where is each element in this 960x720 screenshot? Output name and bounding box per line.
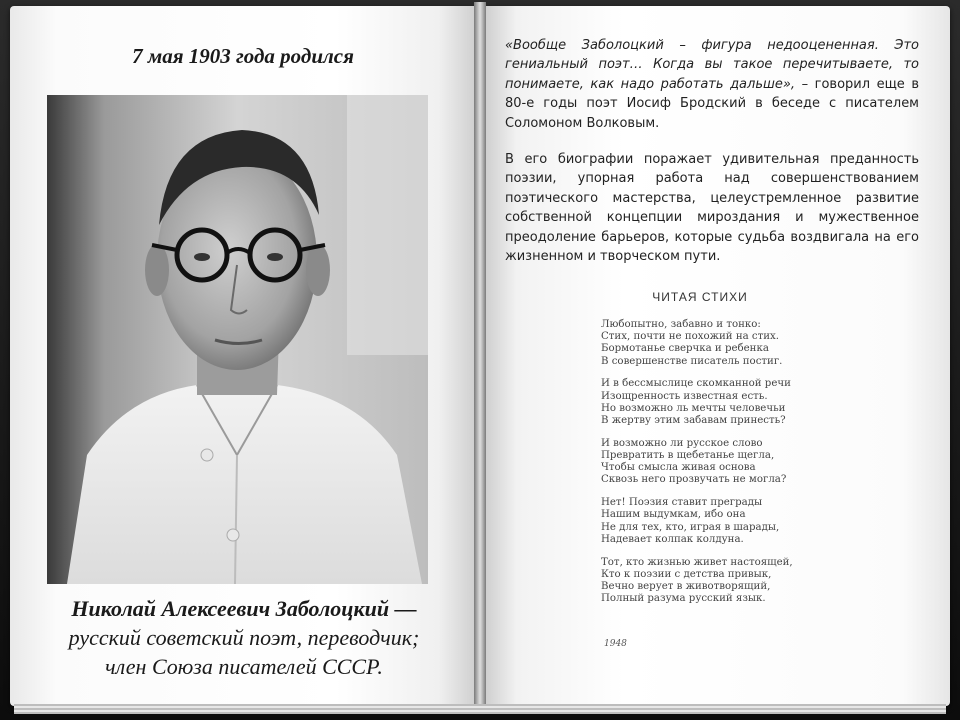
- poem-line: Вечно верует в животворящий,: [601, 581, 771, 593]
- poem-stanza: [601, 438, 831, 487]
- quote-italic-text: «Вообще Заболоцкий – фигура недооцененная. Это гениальный поэт… Когда вы такое перечитываете, то понимаете, как надо работать дальше»,: [505, 38, 919, 92]
- poet-description-line-1: русский советский поэт, переводчик;: [68, 625, 420, 650]
- poem-line: Полный разума русский язык.: [601, 593, 766, 605]
- poem-line: Любопытно, забавно и тонко:: [601, 319, 761, 330]
- poet-description-line-2: член Союза писателей СССР.: [105, 654, 383, 679]
- page-edges: [14, 704, 946, 714]
- poem-line: И возможно ли русское слово: [601, 437, 763, 449]
- poem-line: Но возможно ль мечты человечьи: [601, 402, 786, 414]
- poet-name: Николай Алексеевич Заболоцкий —: [71, 596, 417, 621]
- poem-line: Чтобы смысла живая основа: [601, 462, 756, 474]
- poem-line: Кто к поэзии с детства привык,: [601, 568, 772, 580]
- poem-line: Тот, кто жизнью живет настоящей,: [601, 556, 793, 568]
- birth-date-heading: 7 мая 1903 года родился: [132, 44, 354, 68]
- poem-line: Сквозь него прозвучать не могла?: [601, 474, 787, 486]
- poet-portrait-photo: [47, 95, 428, 584]
- poem-text: [601, 319, 831, 616]
- poem-line: Бормотанье сверчка и ребенка: [601, 343, 769, 355]
- brodsky-quote-paragraph: [505, 36, 919, 133]
- poem-line: Нет! Поэзия ставит преграды: [601, 497, 763, 509]
- book-spine: [474, 2, 486, 714]
- poem-line: В совершенстве писатель постиг.: [601, 355, 783, 367]
- poem-line: Надевает колпак колдуна.: [601, 533, 744, 545]
- poem-stanza: [601, 378, 831, 427]
- poem-stanza: [601, 497, 831, 546]
- poem-line: Превратить в щебетанье щегла,: [601, 450, 775, 462]
- poem-line: Не для тех, кто, играя в шарады,: [601, 521, 780, 533]
- poem-stanza: [601, 557, 831, 606]
- poem-title: ЧИТАЯ СТИХИ: [652, 290, 748, 304]
- poem-line: Изощренность известная есть.: [601, 390, 768, 402]
- poet-caption: [14, 594, 474, 681]
- biography-paragraph: В его биографии поражает удивительная преданность поэзии, упорная работа над совершенствованием поэтического мастерства, целеустремленное развитие собственной концепции мироздания и мужественное преодоление барьеров, которые судьба воздвигала на его жизненном и творческом пути.: [505, 152, 919, 265]
- poem-line: И в бессмыслице скомканной речи: [601, 378, 791, 390]
- poem-line: Стих, почти не похожий на стих.: [601, 331, 780, 343]
- poem-stanza: [601, 319, 831, 368]
- poem-line: В жертву этим забавам принесть?: [601, 415, 786, 427]
- quote-attribution-text: – говорил еще в 80-е годы поэт Иосиф Бродский в беседе с писателем Соломоном Волковым.: [505, 76, 920, 131]
- poem-line: Нашим выдумкам, ибо она: [601, 509, 746, 521]
- poem-year: 1948: [604, 639, 627, 649]
